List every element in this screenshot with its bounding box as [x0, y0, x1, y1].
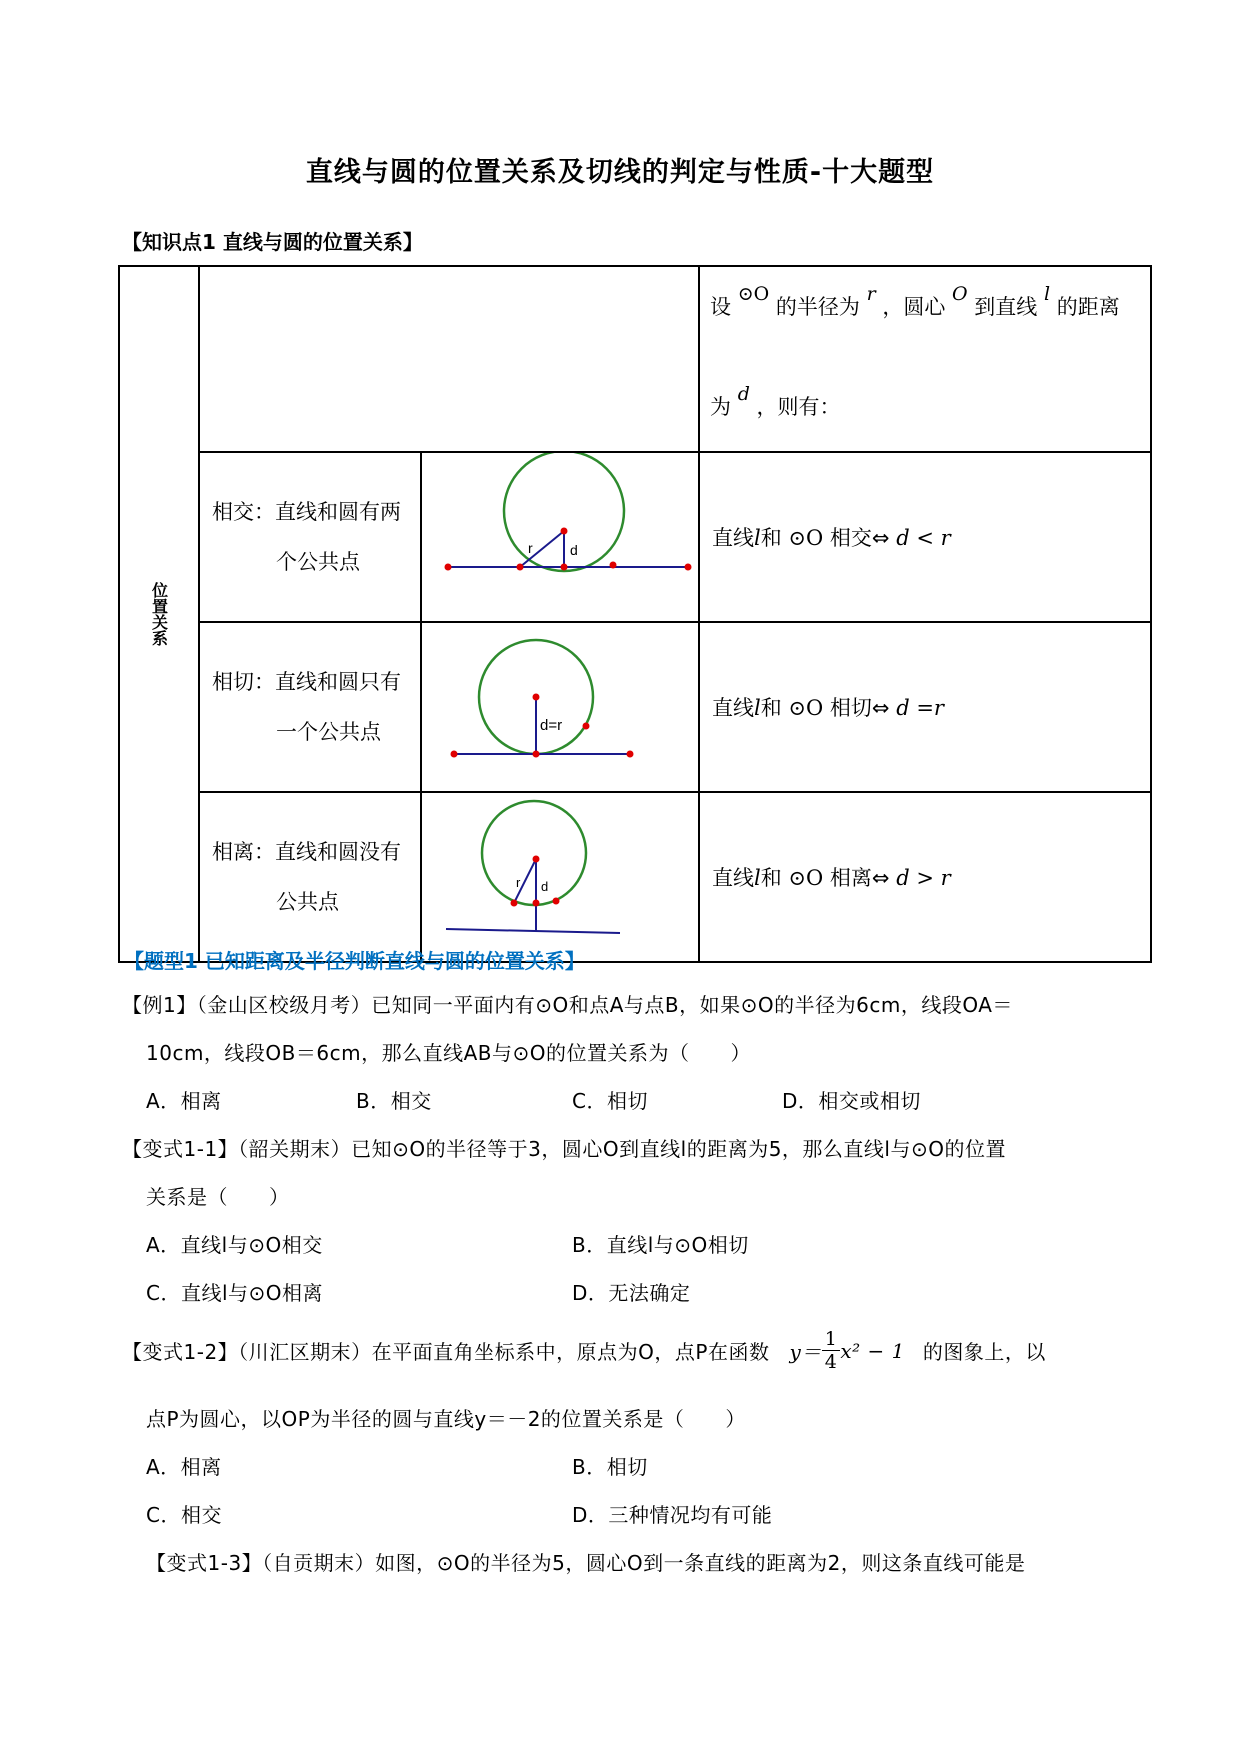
separate-d-label: d	[541, 879, 549, 894]
variant12-line1-text-b: 的图象上，以	[922, 1340, 1046, 1364]
separate-point	[511, 900, 518, 907]
formula-and: 和	[760, 526, 782, 550]
variant11-option-b: B．直线l与⊙O相切	[572, 1233, 749, 1257]
header-l-symbol: l	[1043, 283, 1051, 305]
example1-option-c: C．相切	[572, 1089, 648, 1113]
tangent-desc-line1: 相切：直线和圆只有	[212, 670, 401, 694]
formula-prefix: 直线	[712, 696, 754, 720]
intersect-desc-line2: 个公共点	[276, 550, 360, 574]
formula-and: 和	[760, 866, 782, 890]
variant11-option-c: C．直线l与⊙O相离	[146, 1281, 324, 1305]
intersect-r-segment	[520, 531, 564, 567]
intersect-desc-cell	[199, 452, 421, 622]
example1-line2: 10cm，线段OB＝6cm，那么直线AB与⊙O的位置关系为（ ）	[146, 1041, 751, 1065]
separate-r-label: r	[516, 875, 521, 890]
formula-and: 和	[760, 696, 782, 720]
tangent-desc-cell	[199, 622, 421, 792]
formula-math: d =r	[896, 696, 944, 720]
intersect-desc-line1: 相交：直线和圆有两	[212, 500, 401, 524]
variant11-line1: 【变式1-1】（韶关期末）已知⊙O的半径等于3，圆心O到直线l的距离为5，那么直线l与⊙O的位置	[122, 1137, 1006, 1161]
tangent-point	[627, 751, 634, 758]
formula-l: l	[754, 866, 761, 890]
position-relation-table	[118, 265, 1152, 963]
function-fraction	[822, 1328, 841, 1373]
separate-point	[553, 898, 560, 905]
variant12-option-a: A．相离	[146, 1455, 222, 1479]
tangent-point	[533, 751, 540, 758]
formula-l: l	[754, 526, 761, 550]
example1-option-a: A．相离	[146, 1089, 222, 1113]
variant11-option-a: A．直线l与⊙O相交	[146, 1233, 323, 1257]
separate-diagram-cell	[421, 792, 699, 962]
header-text-radius: 的半径为	[775, 295, 860, 319]
separate-desc-line1: 相离：直线和圆没有	[212, 840, 401, 864]
separate-desc-line2: 公共点	[276, 890, 339, 914]
header-circle-symbol: ⊙O	[737, 283, 770, 305]
tangent-point	[533, 694, 540, 701]
separate-formula-cell	[699, 792, 1151, 962]
header-empty-cell	[199, 266, 699, 452]
formula-relation: 相交⇔	[829, 526, 890, 550]
formula-math: d < r	[896, 526, 951, 550]
side-label: 位置关系	[149, 582, 169, 646]
variant11-option-d: D．无法确定	[572, 1281, 691, 1305]
separate-point	[533, 856, 540, 863]
side-label-cell	[119, 266, 199, 962]
intersect-formula-cell	[699, 452, 1151, 622]
formula-relation: 相离⇔	[829, 866, 890, 890]
intersect-point	[445, 564, 452, 571]
header-text-then: ，则有：	[756, 395, 841, 419]
intersect-point	[610, 562, 617, 569]
variant13-line1: 【变式1-3】（自贡期末）如图，⊙O的半径为5，圆心O到一条直线的距离为2，则这条直线可能是	[146, 1551, 1026, 1575]
variant12-line1-text-a: 【变式1-2】（川汇区期末）在平面直角坐标系中，原点为O，点P在函数	[122, 1340, 770, 1364]
header-text-center: ，圆心	[882, 295, 946, 319]
tangent-dr-label: d=r	[540, 717, 563, 734]
page-title: 直线与圆的位置关系及切线的判定与性质-十大题型	[305, 157, 935, 188]
header-text-distance: 的距离	[1056, 295, 1120, 319]
tangent-diagram-cell	[421, 622, 699, 792]
tangent-diagram	[422, 623, 698, 787]
formula-circle: ⊙O	[788, 696, 824, 720]
tangent-point	[583, 723, 590, 730]
header-intro: 设	[710, 295, 731, 319]
example1-line1: 【例1】（金山区校级月考）已知同一平面内有⊙O和点A与点B，如果⊙O的半径为6cm，线段OA＝	[122, 993, 1013, 1017]
example1-option-b: B．相交	[356, 1089, 432, 1113]
header-r-symbol: r	[866, 283, 876, 305]
separate-desc-cell	[199, 792, 421, 962]
knowledge-point-heading: 【知识点1 直线与圆的位置关系】	[122, 230, 423, 254]
variant12-option-b: B．相切	[572, 1455, 648, 1479]
variant12-option-c: C．相交	[146, 1503, 222, 1527]
separate-circle	[482, 801, 586, 905]
intersect-r-label: r	[528, 540, 533, 556]
header-o-symbol: O	[952, 283, 968, 305]
intersect-point	[517, 564, 524, 571]
header-d-symbol: d	[737, 383, 750, 405]
function-rest: x² − 1	[840, 1338, 905, 1363]
question-type-heading: 【题型1 已知距离及半径判断直线与圆的位置关系】	[124, 949, 585, 973]
separate-line	[446, 929, 620, 933]
tangent-desc-line2: 一个公共点	[276, 720, 381, 744]
intersect-diagram	[422, 453, 698, 617]
variant12-line2: 点P为圆心，以OP为半径的圆与直线y＝－2的位置关系是（ ）	[146, 1407, 746, 1431]
header-text-cell	[699, 266, 1151, 452]
separate-point	[533, 900, 540, 907]
variant12-line1	[122, 1328, 1046, 1373]
formula-prefix: 直线	[712, 866, 754, 890]
intersect-point	[685, 564, 692, 571]
intersect-point	[561, 564, 568, 571]
example1-option-d: D．相交或相切	[782, 1089, 921, 1113]
intersect-d-label: d	[570, 542, 578, 558]
formula-circle: ⊙O	[788, 526, 824, 550]
variant12-option-d: D．三种情况均有可能	[572, 1503, 773, 1527]
formula-circle: ⊙O	[788, 866, 824, 890]
header-text-line: 到直线	[974, 295, 1038, 319]
formula-relation: 相切⇔	[829, 696, 890, 720]
formula-math: d > r	[896, 866, 951, 890]
intersect-point	[561, 528, 568, 535]
fraction-numerator: 1	[822, 1328, 841, 1351]
variant11-line2: 关系是（ ）	[146, 1185, 290, 1209]
header-text-as: 为	[710, 395, 731, 419]
separate-diagram	[422, 793, 698, 957]
formula-l: l	[754, 696, 761, 720]
function-y: y＝	[789, 1340, 822, 1364]
fraction-denominator: 4	[824, 1351, 838, 1373]
intersect-diagram-cell	[421, 452, 699, 622]
formula-prefix: 直线	[712, 526, 754, 550]
tangent-formula-cell	[699, 622, 1151, 792]
tangent-point	[451, 751, 458, 758]
